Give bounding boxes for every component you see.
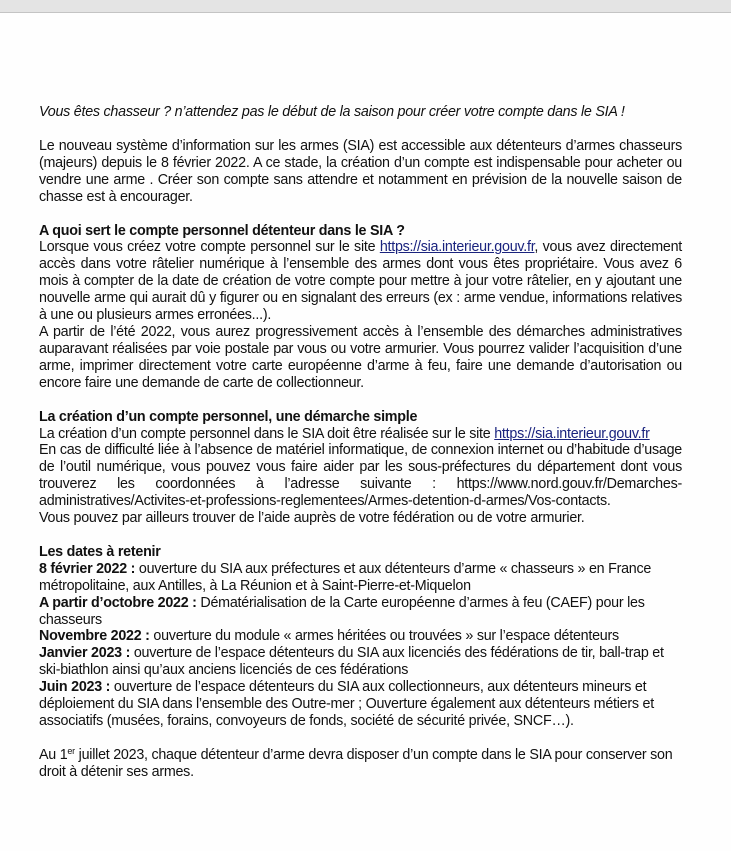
section-heading-dates: Les dates à retenir [39, 543, 161, 560]
date-label: Novembre 2022 : [39, 628, 150, 645]
date-item [39, 628, 682, 645]
creation-paragraph-1 [39, 426, 682, 443]
spacer [39, 392, 682, 409]
text: La création d’un compte personnel dans le SIA doit être réalisée sur le site [39, 425, 495, 442]
superscript: er [67, 745, 75, 756]
purpose-paragraph-2: A partir de l’été 2022, vous aurez progressivement accès à l’ensemble des démarches administratives auparavant réalisées par voie postale par vous ou votre armurier. Vous pourrez valider l’acquisition d’une arme, imprimer directement votre carte européenne d’arme à feu, faire une demande d’autorisation ou encore faire une demande de carte de collectionneur. [39, 323, 682, 391]
spacer [39, 121, 682, 138]
purpose-paragraph-1 [39, 239, 682, 324]
text: juillet 2023, chaque détenteur d’arme devra disposer d’un compte dans le SIA pour conserver son droit à détenir ses armes. [39, 746, 673, 780]
date-text: ouverture de l’espace détenteurs du SIA aux collectionneurs, aux détenteurs mineurs et déploiement du SIA dans l’ensemble des Outre-mer ; Ouverture également aux détenteurs métiers et associatifs (musées, forains, convoyeurs de fonds, société de sécurité privée, SNCF…). [39, 679, 654, 729]
creation-paragraph-3: Vous pouvez par ailleurs trouver de l’aide auprès de votre fédération ou de votre armurier. [39, 510, 585, 527]
spacer [39, 206, 682, 223]
date-label: 8 février 2022 : [39, 560, 136, 577]
date-label: Janvier 2023 : [39, 645, 131, 662]
date-item [39, 595, 682, 629]
intro-lead: Vous êtes chasseur ? n’attendez pas le début de la saison pour créer votre compte dans le SIA ! [39, 104, 625, 120]
sia-link[interactable]: https://sia.interieur.gouv.fr [494, 425, 650, 442]
document-body [39, 104, 682, 781]
date-item [39, 679, 682, 730]
spacer [39, 730, 682, 747]
date-text: ouverture de l’espace détenteurs du SIA aux licenciés des fédérations de tir, ball-trap et ski-biathlon ainsi qu’aux anciens licenciés de ces fédérations [39, 645, 664, 679]
date-item [39, 645, 682, 679]
sia-link[interactable]: https://sia.interieur.gouv.fr [379, 239, 535, 256]
section-heading-creation: La création d’un compte personnel, une démarche simple [39, 408, 418, 425]
text: Lorsque vous créez votre compte personnel sur le site [39, 239, 380, 256]
closing-paragraph [39, 747, 682, 781]
section-heading-purpose: A quoi sert le compte personnel détenteur dans le SIA ? [39, 222, 405, 239]
date-text: Dématérialisation de la Carte européenne d’armes à feu (CAEF) pour les chasseurs [39, 594, 645, 628]
text: Au 1 [39, 746, 68, 763]
date-label: A partir d’octobre 2022 : [39, 594, 197, 611]
intro-paragraph: Le nouveau système d’information sur les armes (SIA) est accessible aux détenteurs d’armes chasseurs (majeurs) depuis le 8 février 2022. A ce stade, la création d’un compte est indispensable pour acheter ou vendre une arme . Créer son compte sans attendre et notamment en prévision de la nouvelle saison de chasse est à encourager. [39, 137, 682, 205]
text: , vous avez directement accès dans votre râtelier numérique à l’ensemble des armes dont vous êtes propriétaire. Vous avez 6 mois à compter de la date de création de votre compte pour mettre à jour votre râtelier, en y ajoutant une nouvelle arme qui aurait dû y figurer ou en signalant des erreurs (ex : arme vendue, informations relatives à une ou plusieurs armes erronées...). [39, 239, 682, 324]
spacer [39, 527, 682, 544]
date-text: ouverture du SIA aux préfectures et aux détenteurs d’arme « chasseurs » en France métropolitaine, aux Antilles, à La Réunion et à Saint-Pierre-et-Miquelon [39, 560, 652, 594]
date-item [39, 561, 682, 595]
creation-paragraph-2: En cas de difficulté liée à l’absence de matériel informatique, de connexion internet ou d’habitude d’usage de l’outil numérique, vous pouvez vous faire aider par les sous-préfectures du département dont vous trouverez les coordonnées à l’adresse suivante : https://www.nord.gouv.fr/Demarches-administratives/Activites-et-professions-reglementees/Armes-detention-d-armes/Vos-contacts. [39, 442, 682, 510]
date-label: Juin 2023 : [39, 679, 111, 696]
date-text: ouverture du module « armes héritées ou trouvées » sur l’espace détenteurs [149, 628, 619, 645]
top-toolbar-strip [0, 0, 731, 13]
